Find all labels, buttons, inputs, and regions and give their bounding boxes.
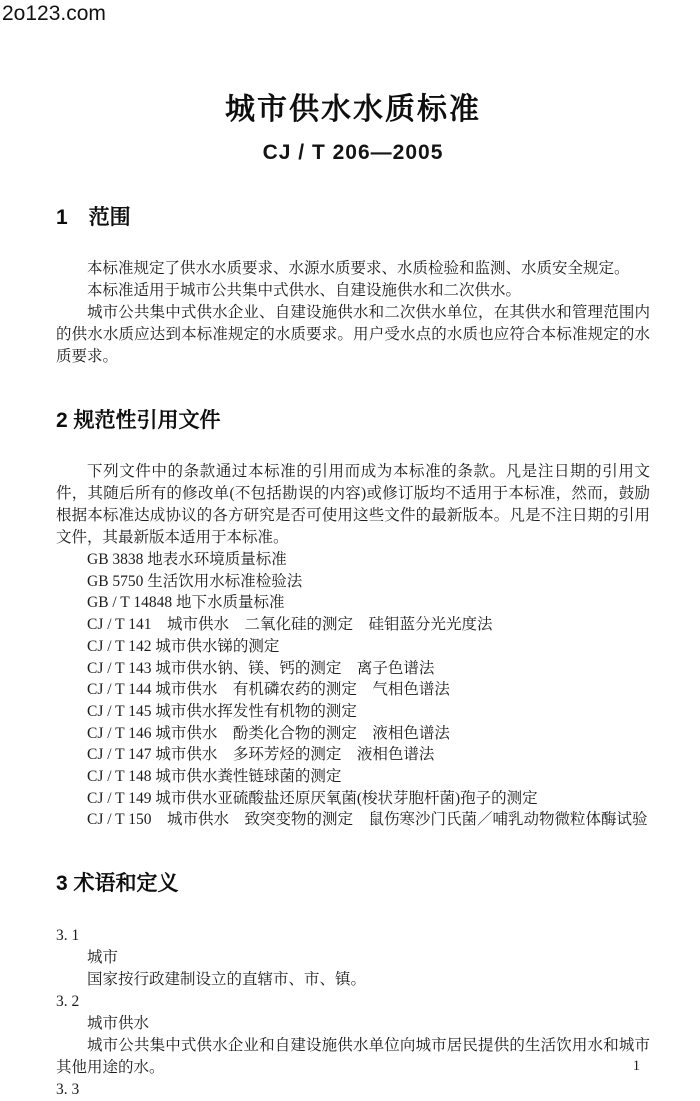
reference-item: CJ / T 147 城市供水 多环芳烃的测定 液相色谱法 bbox=[87, 746, 435, 764]
reference-item: CJ / T 150 城市供水 致突变物的测定 鼠伤寒沙门氏菌／哺乳动物微粒体酶试验 bbox=[87, 811, 648, 829]
term-name: 城市供水 bbox=[87, 1015, 150, 1033]
reference-item: CJ / T 143 城市供水钠、镁、钙的测定 离子色谱法 bbox=[87, 659, 435, 677]
reference-item: CJ / T 146 城市供水 酚类化合物的测定 液相色谱法 bbox=[87, 724, 450, 742]
paragraph: 城市公共集中式供水企业、自建设施供水和二次供水单位，在其供水和管理范围内的供水水质应达到本标准规定的水质要求。用户受水点的水质也应符合本标准规定的水质要求。 bbox=[56, 304, 650, 365]
paragraph: 下列文件中的条款通过本标准的引用而成为本标准的条款。凡是注日期的引用文件，其随后所有的修改单(不包括勘误的内容)或修订版均不适用于本标准，然而，鼓励根据本标准达成协议的各方研究是否可使用这些文件的最新版本。凡是不注日期的引用文件，其最新版本适用于本标准。 bbox=[56, 463, 650, 546]
term-block bbox=[56, 925, 650, 991]
reference-item: GB 3838 地表水环境质量标准 bbox=[87, 551, 287, 568]
reference-item: GB / T 14848 地下水质量标准 bbox=[87, 594, 285, 612]
reference-item: CJ / T 142 城市供水锑的测定 bbox=[87, 637, 280, 655]
document-title: 城市供水水质标准 bbox=[225, 93, 481, 126]
references-intro bbox=[56, 461, 650, 549]
term-block bbox=[56, 1079, 650, 1101]
reference-item: CJ / T 145 城市供水挥发性有机物的测定 bbox=[87, 702, 357, 720]
reference-item: CJ / T 149 城市供水亚硫酸盐还原厌氧菌(梭状芽胞杆菌)孢子的测定 bbox=[87, 789, 538, 807]
reference-item: CJ / T 141 城市供水 二氧化硅的测定 硅钼蓝分光光度法 bbox=[87, 616, 493, 634]
page-number: 1 bbox=[632, 1058, 640, 1074]
terms-list bbox=[56, 925, 650, 1101]
reference-item: CJ / T 148 城市供水粪性链球菌的测定 bbox=[87, 768, 342, 786]
scope-paragraphs bbox=[56, 258, 650, 368]
reference-list bbox=[56, 549, 650, 831]
watermark-text: 2o123.com bbox=[2, 2, 106, 25]
term-number: 3. 2 bbox=[56, 993, 80, 1011]
section-heading-scope: 1 范围 bbox=[56, 206, 131, 229]
reference-item: GB 5750 生活饮用水标准检验法 bbox=[87, 572, 303, 590]
term-definition: 城市公共集中式供水企业和自建设施供水单位向城市居民提供的生活饮用水和城市其他用途的水。 bbox=[56, 1037, 650, 1077]
paragraph: 本标准规定了供水水质要求、水源水质要求、水质检验和监测、水质安全规定。 bbox=[87, 260, 630, 277]
reference-item: CJ / T 144 城市供水 有机磷农药的测定 气相色谱法 bbox=[87, 681, 450, 699]
section-heading-terms: 3 术语和定义 bbox=[56, 872, 179, 896]
term-definition: 国家按行政建制设立的直辖市、市、镇。 bbox=[87, 971, 367, 989]
term-number: 3. 1 bbox=[56, 927, 80, 945]
paragraph: 本标准适用于城市公共集中式供水、自建设施供水和二次供水。 bbox=[87, 282, 522, 299]
section-heading-references: 2 规范性引用文件 bbox=[56, 409, 221, 432]
term-name: 城市 bbox=[87, 949, 119, 967]
term-number: 3. 3 bbox=[56, 1081, 80, 1099]
term-block bbox=[56, 991, 650, 1079]
standard-number: CJ / T 206—2005 bbox=[262, 141, 444, 164]
